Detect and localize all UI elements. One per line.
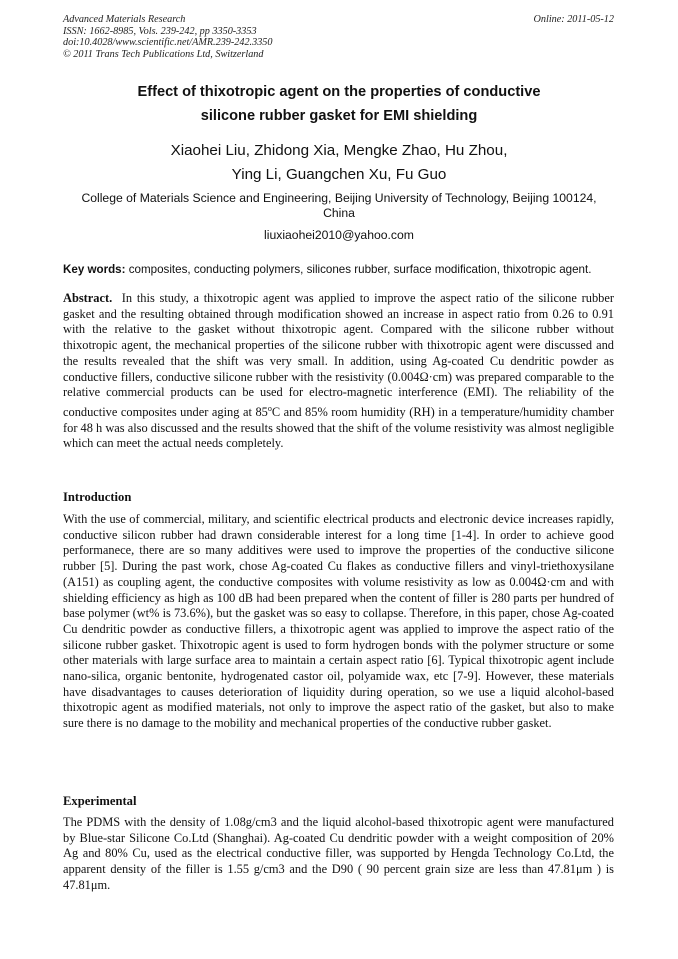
author-email: liuxiaohei2010@yahoo.com — [264, 228, 414, 242]
keywords — [63, 263, 614, 277]
copyright-line: © 2011 Trans Tech Publications Ltd, Switzerland — [63, 48, 264, 60]
journal-name: Advanced Materials Research — [63, 14, 186, 25]
keywords-text: composites, conducting polymers, silicones rubber, surface modification, thixotropic agent. — [128, 263, 592, 276]
paper-title-line-1: Effect of thixotropic agent on the properties of conductive — [137, 84, 541, 100]
affiliation-line-2: China — [323, 206, 355, 220]
online-date: Online: 2011-05-12 — [533, 14, 614, 25]
journal-header — [63, 14, 272, 60]
authors-line-1: Xiaohei Liu, Zhidong Xia, Mengke Zhao, Hu Zhou, — [170, 142, 508, 159]
introduction-heading: Introduction — [63, 490, 132, 504]
experimental-text: The PDMS with the density of 1.08g/cm3 and the liquid alcohol-based thixotropic agent were manufactured by Blue-star Silicone Co.Ltd (Shanghai). Ag-coated Cu dendritic powder with a weight composition of 20% Ag and 80% Cu, used as the electrical conductive filler, was supported by Hengda Technology Co.Ltd, the apparent density of the filler is 1.55 g/cm3 and the D90 ( 90 percent grain size are less than 47.81μm ) is 47.81μm. — [63, 815, 614, 892]
paper-title-line-2: silicone rubber gasket for EMI shielding — [200, 108, 478, 124]
authors-line-2: Ying Li, Guangchen Xu, Fu Guo — [231, 166, 447, 183]
abstract-text: In this study, a thixotropic agent was applied to improve the aspect ratio of the silicone rubber gasket and the resulting obtained through modification showed an increase in aspect ratio from 0.26 to 0.91 with the relative to the gasket without thixotropic agent. Compared with the silicone rubber without thixotropic agent, the mechanical properties of the silicone rubber with thixotropic agent were discussed and the results revealed that the shift was very small. In addition, using Ag-coated Cu dendritic powder as conductive fillers, conductive silicone rubber with the resistivity (0.004Ω·cm) was prepared comparable to the relative commercial products can be used for electro-magnetic interference (EMI). The reliability of the conductive composites under aging at 85 — [63, 291, 614, 420]
issn-line: ISSN: 1662-8985, Vols. 239-242, pp 3350-3353 — [63, 25, 257, 37]
doi-line: doi:10.4028/www.scientific.net/AMR.239-242.3350 — [63, 37, 273, 48]
degree-superscript: o — [267, 403, 272, 413]
keywords-label: Key words: — [63, 263, 126, 276]
abstract-text-continued: C and 85% room humidity (RH) in a temperature/humidity chamber for 48 h was also discussed and the results showed that the shift of the volume resistivity was almost negligible which can meet the actual needs completely. — [63, 405, 614, 451]
abstract-label: Abstract. — [63, 291, 113, 305]
abstract — [63, 291, 614, 452]
experimental-heading: Experimental — [63, 794, 137, 808]
affiliation-line-1: College of Materials Science and Engineering, Beijing University of Technology, Beijing 100124, — [81, 191, 597, 205]
introduction-text: With the use of commercial, military, and scientific electrical products and electronic device increases rapidly, conductive silicon rubber had drawn considerable interest for a long time [1-4]. In order to achieve good performanece, there are so many additives were used to improve the properties of the conductive silicone rubber [5]. During the past work, chose Ag-coated Cu flakes as conductive fillers and vinyl-triethoxysilane (A151) as coupling agent, the conductive composites with volume resistivity as low as 0.004Ω·cm and with shielding efficiency as high as 100 dB had been prepared when the content of filler is 280 parts per hundred of base polymer (wt% is 73.6%), but the gasket was so easy to collapse. Therefore, in this paper, chose Ag-coated Cu dendritic powder as conductive fillers, a thixotropic agent was applied to improve the aspect ratio of the silicone rubber gasket. Thixotropic agent is used to form hydrogen bonds with the polymer structure or some other materials with large surface area to maintain a certain aspect ratio [6]. Typical thixotropic agent include nano-silica, organic bentonite, hydrogenated castor oil, polyamide wax, etc [7-9]. However, these materials have disadvantages to causes deterioration of liquidity during operation, so we use a liquid alcohol-based thixotropic agent as modified materials, not only to improve the aspect ratio of the gasket, but also to make sure there is no damage to the mobility and mechanical properties of the conductive rubber gasket. — [63, 512, 614, 731]
